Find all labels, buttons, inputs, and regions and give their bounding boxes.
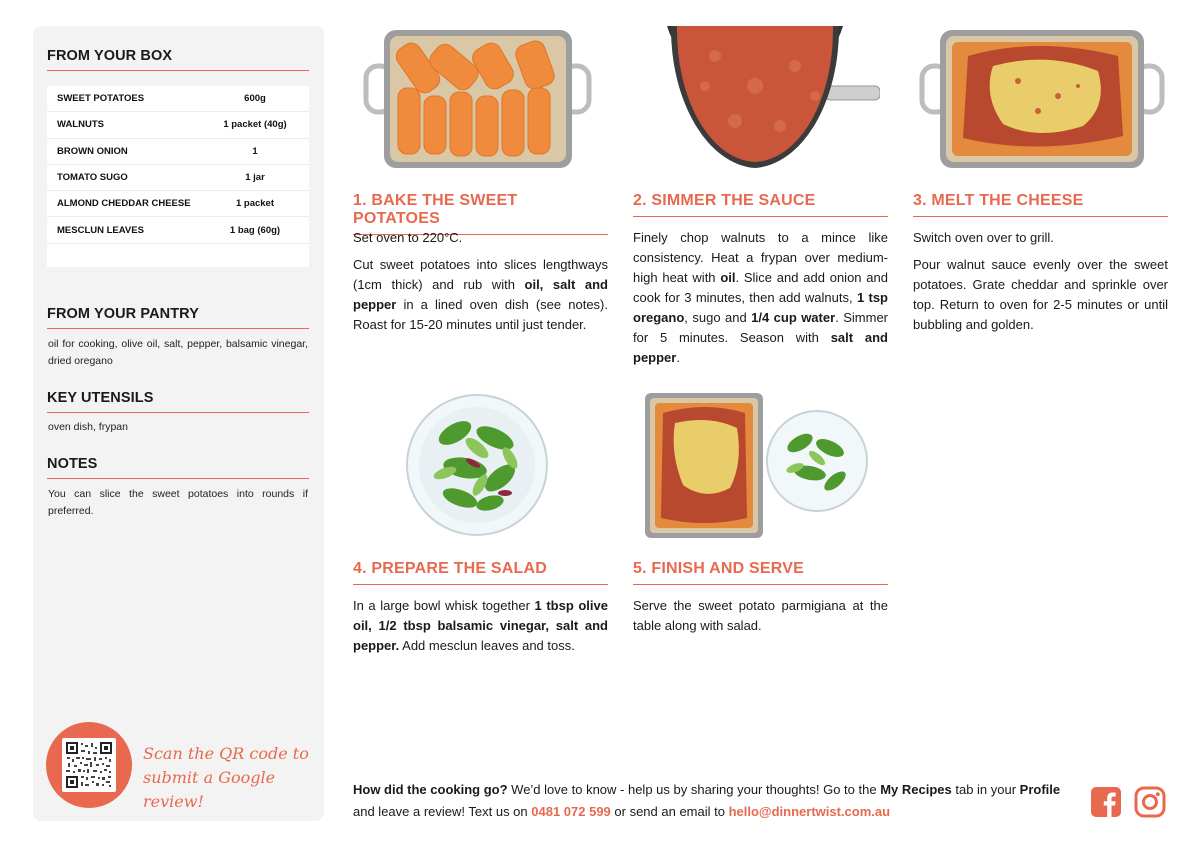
qr-badge	[46, 722, 132, 808]
ingredient-qty: 1 jar	[245, 172, 265, 184]
bold-ingredient: 1 tbsp olive oil, 1/2 tbsp balsamic vinegar, salt and pepper.	[353, 598, 608, 653]
footer-text: We’d love to know - help us by sharing your thoughts! Go to the	[507, 782, 881, 797]
step-5-text	[633, 596, 888, 643]
step-3-title: 3. MELT THE CHEESE	[913, 192, 1168, 217]
step-5-para-1: Serve the sweet potato parmigiana at the table along with salad.	[633, 598, 888, 633]
text-segment: Cut sweet potatoes into slices lengthways (1cm thick) and rub with	[353, 257, 608, 292]
from-pantry-text: oil for cooking, olive oil, salt, pepper, balsamic vinegar, dried oregano	[48, 338, 308, 367]
ingredient-name: TOMATO SUGO	[57, 172, 128, 184]
ingredient-name: ALMOND CHEDDAR CHEESE	[57, 198, 191, 210]
ingredient-name: WALNUTS	[57, 119, 104, 131]
step-5-photo	[645, 393, 870, 538]
ingredient-qty: 1 packet	[235, 198, 275, 210]
from-box-table	[47, 86, 309, 267]
notes-text: You can slice the sweet potatoes into rounds if preferred.	[48, 488, 308, 517]
bold-ingredient: oil, salt and pepper	[353, 277, 608, 312]
footer-text: How did the cooking go?	[353, 782, 508, 797]
step-5-title: 5. FINISH AND SERVE	[633, 560, 888, 585]
step-3-photo	[918, 26, 1166, 171]
step-2-text	[633, 228, 888, 375]
step-2-title: 2. SIMMER THE SAUCE	[633, 192, 888, 217]
step-3-para-2: Pour walnut sauce evenly over the sweet potatoes. Grate cheddar and sprinkle over top. Return to oven for 2-5 minutes or until bubbling and golden.	[913, 257, 1168, 332]
qr-caption-line2: submit a Google review!	[143, 768, 276, 811]
step-3-para-1: Switch oven over to grill.	[913, 230, 1054, 245]
ingredient-qty: 600g	[244, 93, 266, 105]
ingredient-name: MESCLUN LEAVES	[57, 224, 144, 236]
ingredient-row	[47, 191, 309, 217]
step-3-text	[913, 228, 1168, 342]
text-segment: in a lined oven dish (see notes). Roast for 15-20 minutes until just tender.	[353, 297, 608, 332]
step-1-title: 1. BAKE THE SWEET POTATOES	[353, 192, 608, 235]
step-1-text	[353, 228, 608, 342]
text-segment: Add mesclun leaves and toss.	[399, 638, 575, 653]
footer-text: or send an email to	[610, 804, 729, 819]
qr-code[interactable]	[62, 738, 116, 792]
bold-ingredient: 1 tsp oregano	[633, 290, 888, 325]
bold-ingredient: oil	[720, 270, 736, 285]
text-segment: . Slice and add onion and cook for 3 minutes, then add walnuts,	[633, 270, 888, 305]
sidebar	[33, 26, 324, 821]
key-utensils-heading: KEY UTENSILS	[47, 390, 309, 413]
footer-text: tab in your	[951, 782, 1020, 797]
qr-code-graphic	[66, 742, 112, 788]
text-segment: Finely chop walnuts to a mince like consistency. Heat a frypan over medium-high heat with	[633, 230, 888, 285]
footer-text: Profile	[1019, 782, 1061, 797]
footer-text: and leave a review! Text us on	[353, 804, 532, 819]
phone-link[interactable]: 0481 072 599	[531, 804, 611, 819]
ingredient-name: SWEET POTATOES	[57, 93, 145, 105]
instagram-icon[interactable]	[1134, 786, 1166, 818]
ingredient-name: BROWN ONION	[57, 145, 128, 157]
qr-caption	[143, 742, 313, 814]
qr-caption-line1: Scan the QR code to	[143, 744, 309, 763]
text-segment: . Simmer for 5 minutes. Season with	[633, 310, 889, 345]
ingredient-row	[47, 165, 309, 191]
notes-heading: NOTES	[47, 456, 309, 479]
footer-text: My Recipes	[880, 782, 952, 797]
ingredient-row	[47, 86, 309, 112]
key-utensils-text: oven dish, frypan	[48, 421, 128, 433]
step-1-para-2	[353, 255, 608, 335]
ingredient-row	[47, 112, 309, 138]
step-1-photo	[360, 26, 595, 171]
ingredient-row	[47, 217, 309, 243]
facebook-icon[interactable]	[1090, 786, 1122, 818]
from-pantry-heading: FROM YOUR PANTRY	[47, 306, 309, 329]
step-2-para-1	[633, 228, 888, 368]
bold-ingredient: 1/4 cup water	[751, 310, 836, 325]
step-1-para-1: Set oven to 220°C.	[353, 230, 463, 245]
bold-ingredient: salt and pepper	[633, 330, 888, 365]
text-segment: , sugo and	[684, 310, 752, 325]
ingredient-qty: 1 bag (60g)	[229, 224, 281, 236]
ingredient-row	[47, 139, 309, 165]
ingredient-qty: 1	[252, 145, 258, 157]
step-2-photo	[665, 26, 880, 171]
step-4-para-1	[353, 596, 608, 656]
email-link[interactable]: hello@dinnertwist.com.au	[728, 804, 891, 819]
text-segment: In a large bowl whisk together	[353, 598, 535, 613]
text-segment: .	[676, 350, 680, 365]
ingredient-qty: 1 packet (40g)	[223, 119, 287, 131]
step-4-photo	[405, 393, 550, 538]
step-4-text	[353, 596, 608, 663]
review-footer	[353, 779, 1073, 823]
step-4-title: 4. PREPARE THE SALAD	[353, 560, 608, 585]
from-box-heading: FROM YOUR BOX	[47, 48, 309, 71]
